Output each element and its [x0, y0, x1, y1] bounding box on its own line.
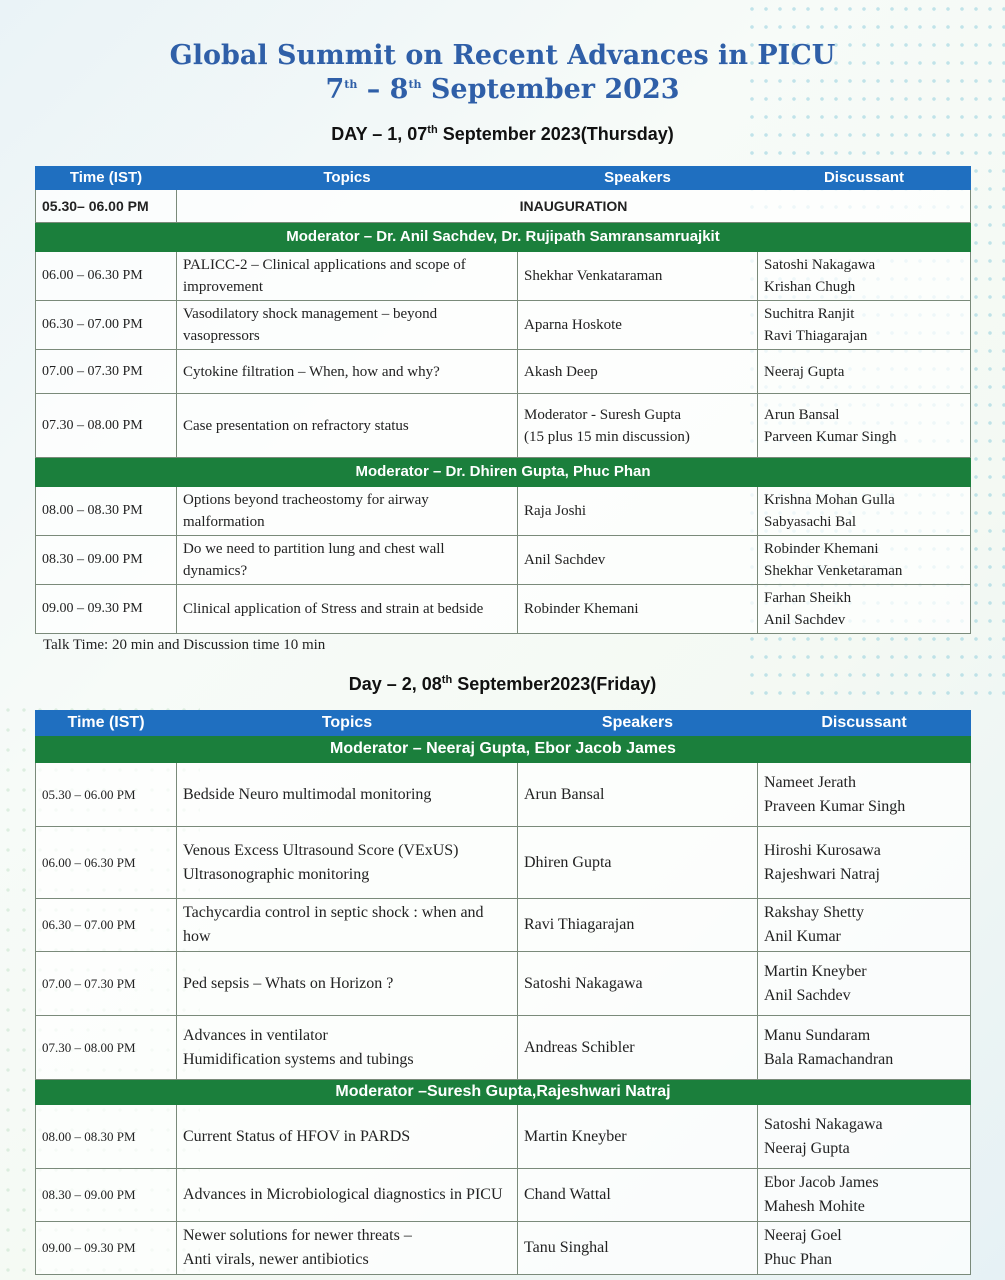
session-discussants — [758, 763, 971, 827]
table-row — [36, 350, 971, 394]
discussant-name: Rajeshwari Natraj — [764, 865, 880, 883]
session-time: 09.00 – 09.30 PM — [36, 585, 177, 634]
moderator-row — [36, 1080, 971, 1105]
session-time: 07.00 – 07.30 PM — [36, 350, 177, 394]
session-speaker: Raja Joshi — [518, 487, 758, 536]
day2-heading: Day – 2, 08th September2023(Friday) — [348, 674, 657, 694]
discussant-name: Farhan Sheikh — [764, 590, 852, 606]
discussant-name: Hiroshi Kurosawa — [764, 841, 881, 859]
session-speaker: Chand Wattal — [518, 1169, 758, 1222]
discussant-name: Neeraj Goel — [764, 1227, 842, 1244]
moderator-label: Moderator –Suresh Gupta,Rajeshwari Natraj — [36, 1080, 971, 1105]
session-time: 08.00 – 08.30 PM — [36, 1105, 177, 1169]
discussant-name: Neeraj Gupta — [764, 1139, 850, 1157]
table-row — [36, 952, 971, 1016]
session-speaker: Martin Kneyber — [518, 1105, 758, 1169]
moderator-row — [36, 458, 971, 487]
header-topics: Topics — [177, 167, 518, 190]
talk-time-note: Talk Time: 20 min and Discussion time 10 min — [43, 637, 326, 653]
discussant-name: Ravi Thiagarajan — [764, 328, 868, 344]
session-discussants — [758, 952, 971, 1016]
session-topic: Venous Excess Ultrasound Score (VExUS) Ultrasonographic monitoring — [177, 827, 518, 899]
session-time: 07.30 – 08.00 PM — [36, 394, 177, 458]
session-time: 06.00 – 06.30 PM — [36, 827, 177, 899]
summit-dates: 7th – 8th September 2023 — [325, 74, 680, 105]
session-topic: Do we need to partition lung and chest wall dynamics? — [177, 536, 518, 585]
session-topic: Ped sepsis – Whats on Horizon ? — [177, 952, 518, 1016]
day1-heading: DAY – 1, 07th September 2023(Thursday) — [331, 124, 674, 144]
table-row — [36, 301, 971, 350]
session-speaker: Shekhar Venkataraman — [518, 252, 758, 301]
session-time: 06.30 – 07.00 PM — [36, 301, 177, 350]
discussant-name: Sabyasachi Bal — [764, 514, 857, 530]
moderator-label: Moderator – Neeraj Gupta, Ebor Jacob James — [36, 736, 971, 763]
table-row — [36, 394, 971, 458]
discussant-name: Phuc Phan — [764, 1251, 832, 1268]
discussant-name: Neeraj Gupta — [764, 363, 845, 380]
table-row — [36, 1016, 971, 1080]
session-discussants — [758, 899, 971, 952]
session-speaker: Robinder Khemani — [518, 585, 758, 634]
session-time: 06.00 – 06.30 PM — [36, 252, 177, 301]
session-discussants — [758, 536, 971, 585]
session-topic: Current Status of HFOV in PARDS — [177, 1105, 518, 1169]
session-time: 06.30 – 07.00 PM — [36, 899, 177, 952]
header-time: Time (IST) — [36, 711, 177, 736]
session-discussants — [758, 827, 971, 899]
session-topic: Case presentation on refractory status — [177, 394, 518, 458]
session-speaker: Arun Bansal — [518, 763, 758, 827]
session-speaker: Anil Sachdev — [518, 536, 758, 585]
discussant-name: Krishna Mohan Gulla — [764, 492, 895, 508]
discussant-name: Nameet Jerath — [764, 773, 856, 791]
table-row — [36, 252, 971, 301]
session-time: 05.30 – 06.00 PM — [36, 763, 177, 827]
session-time: 08.30 – 09.00 PM — [36, 536, 177, 585]
table-row — [36, 763, 971, 827]
session-speaker: Andreas Schibler — [518, 1016, 758, 1080]
session-topic: PALICC-2 – Clinical applications and scope of improvement — [177, 252, 518, 301]
session-time: 08.00 – 08.30 PM — [36, 487, 177, 536]
table-row — [36, 899, 971, 952]
discussant-name: Suchitra Ranjit — [764, 306, 855, 322]
discussant-name: Krishan Chugh — [764, 279, 856, 295]
header-discussant: Discussant — [758, 167, 971, 190]
session-time: 07.30 – 08.00 PM — [36, 1016, 177, 1080]
session-discussants — [758, 1105, 971, 1169]
session-topic: Clinical application of Stress and strain at bedside — [177, 585, 518, 634]
session-time: 08.30 – 09.00 PM — [36, 1169, 177, 1222]
session-speaker: Akash Deep — [518, 350, 758, 394]
discussant-name: Martin Kneyber — [764, 962, 867, 980]
discussant-name: Shekhar Venketaraman — [764, 563, 903, 579]
day2-schedule-table — [35, 710, 971, 1275]
discussant-name: Mahesh Mohite — [764, 1198, 865, 1215]
day1-schedule-table — [35, 166, 971, 634]
table-row — [36, 536, 971, 585]
session-topic: Cytokine filtration – When, how and why? — [177, 350, 518, 394]
table-header — [36, 167, 971, 190]
session-topic: Newer solutions for newer threats – Anti virals, newer antibiotics — [177, 1222, 518, 1275]
moderator-label: Moderator – Dr. Anil Sachdev, Dr. Rujipath Samransamruajkit — [36, 223, 971, 252]
discussant-name: Praveen Kumar Singh — [764, 797, 906, 815]
session-discussants — [758, 1169, 971, 1222]
session-discussants — [758, 487, 971, 536]
inauguration-label: INAUGURATION — [177, 190, 971, 223]
discussant-name: Satoshi Nakagawa — [764, 257, 876, 273]
discussant-name: Satoshi Nakagawa — [764, 1115, 883, 1133]
moderator-row — [36, 736, 971, 763]
session-discussants — [758, 350, 971, 394]
discussant-name: Parveen Kumar Singh — [764, 428, 897, 445]
session-speaker: Satoshi Nakagawa — [518, 952, 758, 1016]
table-row — [36, 1169, 971, 1222]
table-row — [36, 1105, 971, 1169]
discussant-name: Rakshay Shetty — [764, 904, 864, 921]
discussant-name: Ebor Jacob James — [764, 1174, 879, 1191]
header-time: Time (IST) — [36, 167, 177, 190]
session-discussants — [758, 301, 971, 350]
session-topic: Advances in Microbiological diagnostics in PICU — [177, 1169, 518, 1222]
session-discussants — [758, 1016, 971, 1080]
table-row — [36, 1222, 971, 1275]
discussant-name: Anil Kumar — [764, 928, 841, 945]
moderator-label: Moderator – Dr. Dhiren Gupta, Phuc Phan — [36, 458, 971, 487]
table-header — [36, 711, 971, 736]
table-row — [36, 585, 971, 634]
session-time: 09.00 – 09.30 PM — [36, 1222, 177, 1275]
session-topic: Options beyond tracheostomy for airway malformation — [177, 487, 518, 536]
session-discussants — [758, 1222, 971, 1275]
session-time: 07.00 – 07.30 PM — [36, 952, 177, 1016]
session-topic: Vasodilatory shock management – beyond vasopressors — [177, 301, 518, 350]
discussant-name: Anil Sachdev — [764, 612, 846, 628]
header-topics: Topics — [177, 711, 518, 736]
inauguration-row — [36, 190, 971, 223]
table-row — [36, 487, 971, 536]
discussant-name: Bala Ramachandran — [764, 1050, 894, 1068]
discussant-name: Arun Bansal — [764, 406, 840, 423]
discussant-name: Anil Sachdev — [764, 986, 851, 1004]
session-topic: Tachycardia control in septic shock : when and how — [177, 899, 518, 952]
session-speaker: Dhiren Gupta — [518, 827, 758, 899]
moderator-row — [36, 223, 971, 252]
header-speakers: Speakers — [518, 167, 758, 190]
session-discussants — [758, 394, 971, 458]
session-speaker: Ravi Thiagarajan — [518, 899, 758, 952]
header-discussant: Discussant — [758, 711, 971, 736]
discussant-name: Manu Sundaram — [764, 1026, 871, 1044]
session-speaker: Aparna Hoskote — [518, 301, 758, 350]
session-discussants — [758, 252, 971, 301]
session-topic: Advances in ventilator Humidification systems and tubings — [177, 1016, 518, 1080]
session-topic: Bedside Neuro multimodal monitoring — [177, 763, 518, 827]
summit-title: Global Summit on Recent Advances in PICU — [169, 40, 836, 71]
session-speaker: Tanu Singhal — [518, 1222, 758, 1275]
header-speakers: Speakers — [518, 711, 758, 736]
session-speaker: Moderator - Suresh Gupta (15 plus 15 min discussion) — [518, 394, 758, 458]
discussant-name: Robinder Khemani — [764, 541, 879, 557]
session-discussants — [758, 585, 971, 634]
inauguration-time: 05.30– 06.00 PM — [36, 190, 177, 223]
table-row — [36, 827, 971, 899]
